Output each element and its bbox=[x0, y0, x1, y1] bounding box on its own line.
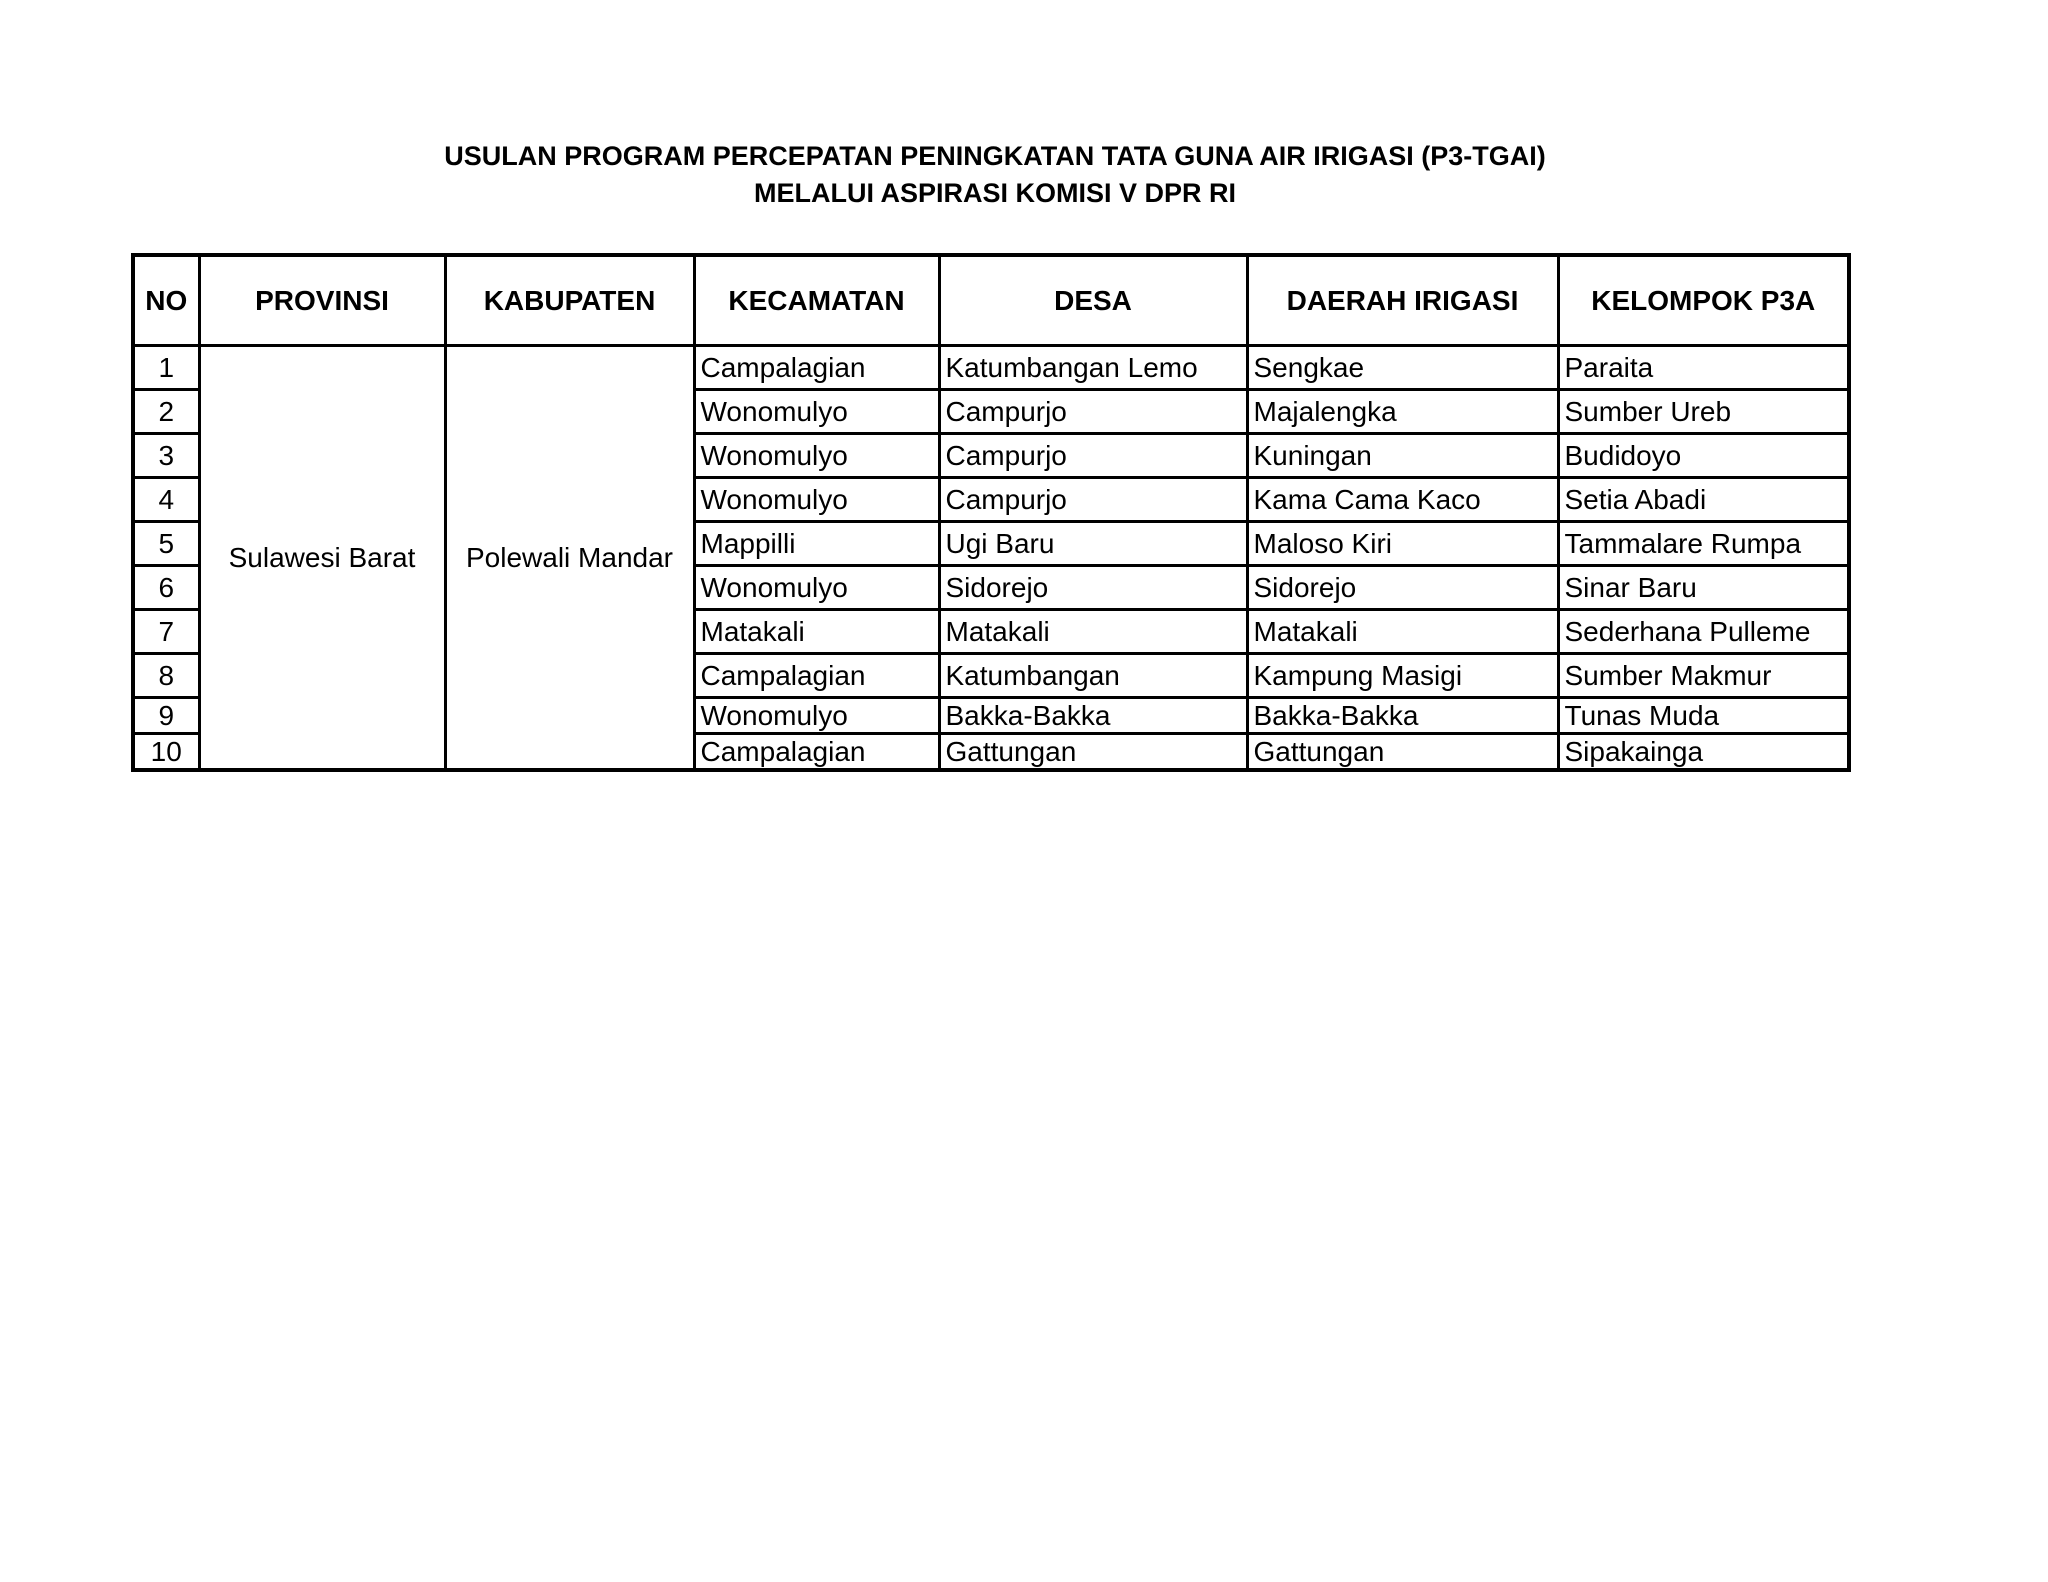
cell-kecamatan: Campalagian bbox=[694, 734, 939, 771]
cell-kelompok-p3a: Sederhana Pulleme bbox=[1558, 610, 1849, 654]
cell-daerah-irigasi: Sidorejo bbox=[1247, 566, 1558, 610]
title-line-1: USULAN PROGRAM PERCEPATAN PENINGKATAN TATA GUNA AIR IRIGASI (P3-TGAI) bbox=[444, 141, 1546, 171]
cell-kabupaten: Polewali Mandar bbox=[445, 346, 694, 771]
cell-desa: Sidorejo bbox=[939, 566, 1247, 610]
cell-desa: Campurjo bbox=[939, 478, 1247, 522]
cell-kecamatan: Wonomulyo bbox=[694, 434, 939, 478]
header-desa: DESA bbox=[939, 255, 1247, 346]
cell-daerah-irigasi: Bakka-Bakka bbox=[1247, 698, 1558, 734]
cell-no: 2 bbox=[133, 390, 199, 434]
cell-kecamatan: Wonomulyo bbox=[694, 698, 939, 734]
document-title bbox=[0, 138, 1990, 212]
cell-desa: Katumbangan bbox=[939, 654, 1247, 698]
cell-kecamatan: Campalagian bbox=[694, 346, 939, 390]
cell-no: 10 bbox=[133, 734, 199, 771]
cell-kelompok-p3a: Sinar Baru bbox=[1558, 566, 1849, 610]
cell-no: 7 bbox=[133, 610, 199, 654]
cell-no: 6 bbox=[133, 566, 199, 610]
header-kelompok-p3a: KELOMPOK P3A bbox=[1558, 255, 1849, 346]
title-line-2: MELALUI ASPIRASI KOMISI V DPR RI bbox=[753, 178, 1237, 208]
cell-daerah-irigasi: Kampung Masigi bbox=[1247, 654, 1558, 698]
cell-daerah-irigasi: Gattungan bbox=[1247, 734, 1558, 771]
cell-kecamatan: Mappilli bbox=[694, 522, 939, 566]
cell-no: 9 bbox=[133, 698, 199, 734]
header-no: NO bbox=[133, 255, 199, 346]
cell-no: 4 bbox=[133, 478, 199, 522]
cell-desa: Katumbangan Lemo bbox=[939, 346, 1247, 390]
cell-kecamatan: Campalagian bbox=[694, 654, 939, 698]
table-header-row bbox=[133, 255, 1849, 346]
header-daerah-irigasi: DAERAH IRIGASI bbox=[1247, 255, 1558, 346]
cell-daerah-irigasi: Matakali bbox=[1247, 610, 1558, 654]
cell-desa: Campurjo bbox=[939, 434, 1247, 478]
cell-kecamatan: Wonomulyo bbox=[694, 390, 939, 434]
cell-kelompok-p3a: Paraita bbox=[1558, 346, 1849, 390]
cell-daerah-irigasi: Majalengka bbox=[1247, 390, 1558, 434]
header-kecamatan: KECAMATAN bbox=[694, 255, 939, 346]
cell-daerah-irigasi: Sengkae bbox=[1247, 346, 1558, 390]
cell-kelompok-p3a: Sumber Makmur bbox=[1558, 654, 1849, 698]
cell-kelompok-p3a: Tunas Muda bbox=[1558, 698, 1849, 734]
cell-desa: Bakka-Bakka bbox=[939, 698, 1247, 734]
p3a-table bbox=[131, 253, 1851, 772]
cell-kelompok-p3a: Sumber Ureb bbox=[1558, 390, 1849, 434]
header-kabupaten: KABUPATEN bbox=[445, 255, 694, 346]
cell-kelompok-p3a: Tammalare Rumpa bbox=[1558, 522, 1849, 566]
cell-kelompok-p3a: Budidoyo bbox=[1558, 434, 1849, 478]
cell-no: 5 bbox=[133, 522, 199, 566]
cell-desa: Ugi Baru bbox=[939, 522, 1247, 566]
cell-no: 3 bbox=[133, 434, 199, 478]
cell-no: 1 bbox=[133, 346, 199, 390]
cell-kecamatan: Wonomulyo bbox=[694, 478, 939, 522]
cell-desa: Gattungan bbox=[939, 734, 1247, 771]
cell-daerah-irigasi: Kuningan bbox=[1247, 434, 1558, 478]
cell-kelompok-p3a: Sipakainga bbox=[1558, 734, 1849, 771]
cell-kelompok-p3a: Setia Abadi bbox=[1558, 478, 1849, 522]
cell-daerah-irigasi: Kama Cama Kaco bbox=[1247, 478, 1558, 522]
cell-desa: Campurjo bbox=[939, 390, 1247, 434]
table-row bbox=[133, 346, 1849, 390]
cell-provinsi: Sulawesi Barat bbox=[199, 346, 445, 771]
cell-kecamatan: Matakali bbox=[694, 610, 939, 654]
header-provinsi: PROVINSI bbox=[199, 255, 445, 346]
cell-kecamatan: Wonomulyo bbox=[694, 566, 939, 610]
cell-desa: Matakali bbox=[939, 610, 1247, 654]
cell-no: 8 bbox=[133, 654, 199, 698]
cell-daerah-irigasi: Maloso Kiri bbox=[1247, 522, 1558, 566]
